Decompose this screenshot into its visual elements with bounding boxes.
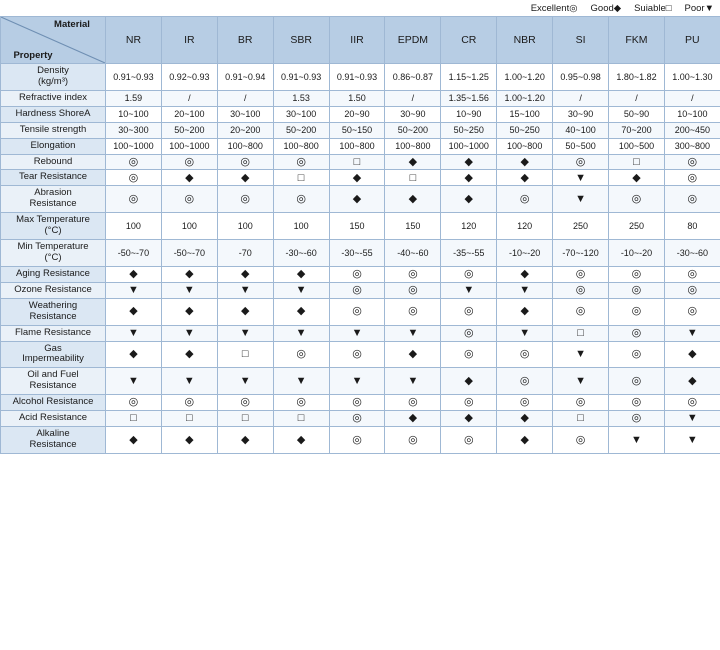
value-cell: 100~800 <box>385 138 441 154</box>
rating-cell: ◎ <box>497 341 553 368</box>
value-cell: 100 <box>161 213 217 240</box>
rating-cell: ▼ <box>106 325 162 341</box>
rating-cell: ◎ <box>553 395 609 411</box>
row-label-line: Refractive index <box>18 91 88 103</box>
column-header-epdm: EPDM <box>385 17 441 64</box>
rating-cell: ◎ <box>273 395 329 411</box>
rating-cell: ◆ <box>161 298 217 325</box>
rating-cell: ◎ <box>329 411 385 427</box>
rating-cell: □ <box>553 325 609 341</box>
value-cell: 100~800 <box>217 138 273 154</box>
row-label <box>1 154 106 170</box>
row-label <box>1 427 106 454</box>
rating-cell: ▼ <box>217 368 273 395</box>
rating-cell: ◎ <box>385 427 441 454</box>
rating-cell: □ <box>217 411 273 427</box>
rating-cell: ◆ <box>385 186 441 213</box>
value-cell: 100 <box>273 213 329 240</box>
rating-cell: ▼ <box>553 186 609 213</box>
rating-cell: ◎ <box>664 170 720 186</box>
rating-cell: □ <box>273 170 329 186</box>
rating-cell: □ <box>273 411 329 427</box>
row-label-line: Resistance <box>29 198 77 210</box>
value-cell: 0.92~0.93 <box>161 64 217 91</box>
value-cell: 0.91~0.93 <box>329 64 385 91</box>
rating-cell: ◆ <box>441 368 497 395</box>
rating-cell: ▼ <box>664 427 720 454</box>
value-cell: -50~-70 <box>161 240 217 267</box>
rating-cell: □ <box>609 154 665 170</box>
value-cell: 10~90 <box>441 106 497 122</box>
rating-cell: ◎ <box>273 186 329 213</box>
row-label-line: Rebound <box>33 155 73 167</box>
value-cell: 1.00~1.20 <box>497 64 553 91</box>
rating-cell: ◎ <box>329 298 385 325</box>
rating-cell: ◆ <box>217 427 273 454</box>
rating-cell: ◎ <box>161 186 217 213</box>
rating-cell: ◆ <box>106 298 162 325</box>
value-cell: 100~800 <box>497 138 553 154</box>
value-cell: -70~-120 <box>553 240 609 267</box>
rating-cell: ◎ <box>273 154 329 170</box>
corner-header-cell <box>1 17 106 64</box>
table-row <box>1 138 720 154</box>
rating-cell: ▼ <box>553 341 609 368</box>
value-cell: 300~800 <box>664 138 720 154</box>
value-cell: 100~1000 <box>161 138 217 154</box>
rating-cell: ◎ <box>385 266 441 282</box>
row-label <box>1 411 106 427</box>
row-label-line: Resistance <box>29 438 77 450</box>
row-label <box>1 122 106 138</box>
rating-cell: ◎ <box>273 341 329 368</box>
rating-cell: ◎ <box>441 325 497 341</box>
value-cell: 1.15~1.25 <box>441 64 497 91</box>
value-cell: / <box>217 90 273 106</box>
rating-cell: ▼ <box>385 325 441 341</box>
row-label-line: (°C) <box>44 225 62 237</box>
rating-cell: ◆ <box>106 266 162 282</box>
rating-cell: ◆ <box>273 427 329 454</box>
value-cell: -30~-60 <box>273 240 329 267</box>
value-cell: / <box>385 90 441 106</box>
rating-cell: ◎ <box>441 427 497 454</box>
row-label-line: Aging Resistance <box>16 267 90 279</box>
rating-cell: ◎ <box>106 186 162 213</box>
rating-cell: ▼ <box>161 282 217 298</box>
value-cell: 30~100 <box>273 106 329 122</box>
rating-cell: ◎ <box>609 325 665 341</box>
row-label-line: Acid Resistance <box>18 412 88 424</box>
value-cell: 100~800 <box>273 138 329 154</box>
rating-cell: ◆ <box>609 170 665 186</box>
column-header-sbr: SBR <box>273 17 329 64</box>
row-label-line: Flame Resistance <box>14 326 92 338</box>
row-label <box>1 213 106 240</box>
rating-cell: ◎ <box>217 186 273 213</box>
table-row <box>1 106 720 122</box>
row-label-line: Impermeability <box>22 353 84 365</box>
rating-cell: ◎ <box>441 341 497 368</box>
value-cell: 50~150 <box>329 122 385 138</box>
table-row <box>1 64 720 91</box>
value-cell: -70 <box>217 240 273 267</box>
value-cell: 1.00~1.30 <box>664 64 720 91</box>
value-cell: 0.91~0.94 <box>217 64 273 91</box>
legend-item-suitable: Suiable□ <box>634 2 672 14</box>
table-row <box>1 122 720 138</box>
row-label-line: Min Temperature <box>17 241 89 253</box>
rating-cell: ◆ <box>497 298 553 325</box>
column-header-pu: PU <box>664 17 720 64</box>
row-label-line: (°C) <box>44 251 62 263</box>
rating-cell: ◆ <box>441 170 497 186</box>
row-label-line: Alcohol Resistance <box>12 396 94 408</box>
rating-cell: □ <box>161 411 217 427</box>
value-cell: 1.50 <box>329 90 385 106</box>
row-label <box>1 170 106 186</box>
row-label <box>1 325 106 341</box>
value-cell: 50~500 <box>553 138 609 154</box>
row-label <box>1 240 106 267</box>
column-header-cr: CR <box>441 17 497 64</box>
value-cell: 100~500 <box>609 138 665 154</box>
rating-cell: □ <box>385 170 441 186</box>
value-cell: 50~200 <box>385 122 441 138</box>
table-row <box>1 395 720 411</box>
row-label <box>1 282 106 298</box>
value-cell: 50~90 <box>609 106 665 122</box>
rating-cell: ◎ <box>609 298 665 325</box>
row-label <box>1 186 106 213</box>
rating-cell: ◎ <box>553 282 609 298</box>
value-cell: 1.00~1.20 <box>497 90 553 106</box>
row-label-line: Alkaline <box>36 428 70 440</box>
row-label-line: Resistance <box>29 310 77 322</box>
value-cell: -50~-70 <box>106 240 162 267</box>
value-cell: 0.95~0.98 <box>553 64 609 91</box>
row-label <box>1 266 106 282</box>
value-cell: 10~100 <box>106 106 162 122</box>
row-label <box>1 90 106 106</box>
row-label-line: Weathering <box>28 299 78 311</box>
value-cell: 1.80~1.82 <box>609 64 665 91</box>
rating-cell: ◆ <box>385 341 441 368</box>
row-label-line: Tensile strength <box>19 123 87 135</box>
value-cell: 100~800 <box>329 138 385 154</box>
row-label <box>1 106 106 122</box>
column-header-br: BR <box>217 17 273 64</box>
value-cell: 80 <box>664 213 720 240</box>
value-cell: 1.53 <box>273 90 329 106</box>
row-label <box>1 298 106 325</box>
row-label-line: Abrasion <box>34 187 72 199</box>
rating-cell: ◎ <box>385 395 441 411</box>
value-cell: -40~-60 <box>385 240 441 267</box>
rating-cell: ◎ <box>329 341 385 368</box>
rating-cell: ▼ <box>497 325 553 341</box>
rating-cell: ▼ <box>106 368 162 395</box>
value-cell: 250 <box>609 213 665 240</box>
rating-cell: ◎ <box>217 395 273 411</box>
rating-cell: ◎ <box>217 154 273 170</box>
rating-cell: ◎ <box>329 266 385 282</box>
legend-item-poor: Poor▼ <box>684 2 714 14</box>
value-cell: 20~200 <box>217 122 273 138</box>
row-label-line: Elongation <box>30 139 76 151</box>
row-label <box>1 64 106 91</box>
row-label-line: Density <box>37 65 69 76</box>
rating-cell: ◎ <box>553 154 609 170</box>
legend-item-excellent: Excellent◎ <box>530 2 578 14</box>
rating-cell: ◎ <box>553 298 609 325</box>
rating-cell: ◆ <box>217 170 273 186</box>
rating-cell: ◆ <box>273 298 329 325</box>
value-cell: -30~-60 <box>664 240 720 267</box>
rating-cell: ◎ <box>609 186 665 213</box>
table-row <box>1 298 720 325</box>
column-header-fkm: FKM <box>609 17 665 64</box>
column-header-ir: IR <box>161 17 217 64</box>
row-label-line: Gas <box>44 342 62 354</box>
rating-cell: ◆ <box>329 186 385 213</box>
table-row <box>1 240 720 267</box>
row-label <box>1 368 106 395</box>
row-label-line: Tear Resistance <box>18 171 88 183</box>
value-cell: 250 <box>553 213 609 240</box>
rating-cell: ▼ <box>385 368 441 395</box>
rating-cell: ◆ <box>664 368 720 395</box>
row-label <box>1 138 106 154</box>
rating-cell: ◎ <box>497 395 553 411</box>
rating-cell: ▼ <box>664 411 720 427</box>
rating-cell: □ <box>553 411 609 427</box>
rating-cell: ◎ <box>385 282 441 298</box>
value-cell: / <box>609 90 665 106</box>
rating-cell: ▼ <box>217 325 273 341</box>
rating-cell: ▼ <box>273 368 329 395</box>
value-cell: / <box>161 90 217 106</box>
row-label-line: Resistance <box>29 380 77 392</box>
value-cell: 50~200 <box>161 122 217 138</box>
rating-cell: ◎ <box>553 266 609 282</box>
rating-cell: ◎ <box>329 427 385 454</box>
rating-cell: ◆ <box>161 266 217 282</box>
table-row <box>1 266 720 282</box>
rating-cell: ◆ <box>106 427 162 454</box>
legend <box>0 0 720 16</box>
value-cell: 100 <box>106 213 162 240</box>
rating-cell: ▼ <box>329 325 385 341</box>
rating-cell: ◆ <box>161 170 217 186</box>
table-row <box>1 368 720 395</box>
row-label-line: Ozone Resistance <box>14 283 92 295</box>
rating-cell: ◆ <box>497 411 553 427</box>
rating-cell: ▼ <box>497 282 553 298</box>
rating-cell: ◆ <box>161 427 217 454</box>
rating-cell: ◎ <box>497 186 553 213</box>
rating-cell: □ <box>329 154 385 170</box>
rating-cell: ▼ <box>329 368 385 395</box>
value-cell: 150 <box>385 213 441 240</box>
rating-cell: ◆ <box>161 341 217 368</box>
rating-cell: □ <box>106 411 162 427</box>
rating-cell: ◎ <box>161 395 217 411</box>
rating-cell: ▼ <box>217 282 273 298</box>
rating-cell: ◎ <box>664 282 720 298</box>
table-row <box>1 90 720 106</box>
value-cell: 120 <box>441 213 497 240</box>
rating-cell: ▼ <box>664 325 720 341</box>
value-cell: / <box>664 90 720 106</box>
rating-cell: ◆ <box>441 154 497 170</box>
rating-cell: ◎ <box>441 266 497 282</box>
table-row <box>1 411 720 427</box>
rating-cell: ◆ <box>497 266 553 282</box>
table-row <box>1 186 720 213</box>
value-cell: 0.91~0.93 <box>106 64 162 91</box>
value-cell: -10~-20 <box>609 240 665 267</box>
rating-cell: ◎ <box>609 341 665 368</box>
column-header-si: SI <box>553 17 609 64</box>
table-row <box>1 427 720 454</box>
rating-cell: ◆ <box>497 170 553 186</box>
row-label-line: Max Temperature <box>16 214 90 226</box>
value-cell: 70~200 <box>609 122 665 138</box>
rating-cell: ◎ <box>161 154 217 170</box>
rating-cell: ◎ <box>441 298 497 325</box>
rating-cell: ◎ <box>106 395 162 411</box>
rating-cell: ◆ <box>217 266 273 282</box>
value-cell: 30~90 <box>553 106 609 122</box>
rating-cell: ◎ <box>664 298 720 325</box>
rating-cell: ◆ <box>664 341 720 368</box>
corner-material-label: Material <box>54 19 90 30</box>
value-cell: 1.35~1.56 <box>441 90 497 106</box>
value-cell: / <box>553 90 609 106</box>
table-row <box>1 341 720 368</box>
table-row <box>1 325 720 341</box>
value-cell: 10~100 <box>664 106 720 122</box>
rating-cell: ◎ <box>553 427 609 454</box>
row-label-line: Hardness ShoreA <box>15 107 91 119</box>
rating-cell: ◆ <box>385 154 441 170</box>
rating-cell: ▼ <box>106 282 162 298</box>
value-cell: 200~450 <box>664 122 720 138</box>
value-cell: 20~100 <box>161 106 217 122</box>
rating-cell: ▼ <box>161 325 217 341</box>
value-cell: -10~-20 <box>497 240 553 267</box>
value-cell: 100~1000 <box>441 138 497 154</box>
value-cell: 30~300 <box>106 122 162 138</box>
legend-item-good: Good◆ <box>590 2 622 14</box>
rating-cell: ◆ <box>441 411 497 427</box>
rating-cell: ◎ <box>609 266 665 282</box>
rating-cell: ◎ <box>664 186 720 213</box>
row-label-line: Oil and Fuel <box>27 369 79 381</box>
value-cell: 0.86~0.87 <box>385 64 441 91</box>
value-cell: 100~1000 <box>106 138 162 154</box>
value-cell: -30~-55 <box>329 240 385 267</box>
table-row <box>1 213 720 240</box>
rating-cell: ◎ <box>497 368 553 395</box>
rating-cell: ◆ <box>441 186 497 213</box>
rating-cell: ◎ <box>664 154 720 170</box>
rating-cell: ▼ <box>553 368 609 395</box>
rating-cell: ▼ <box>273 282 329 298</box>
rating-cell: ◆ <box>497 427 553 454</box>
rating-cell: ◆ <box>106 341 162 368</box>
rating-cell: ◎ <box>609 282 665 298</box>
value-cell: 50~250 <box>497 122 553 138</box>
value-cell: 40~100 <box>553 122 609 138</box>
rating-cell: ▼ <box>441 282 497 298</box>
row-label-line: (kg/m³) <box>37 75 69 87</box>
rating-cell: □ <box>217 341 273 368</box>
rating-cell: ◎ <box>664 395 720 411</box>
value-cell: 100 <box>217 213 273 240</box>
material-property-table <box>0 16 720 454</box>
column-header-iir: IIR <box>329 17 385 64</box>
table-row <box>1 170 720 186</box>
rating-cell: ◆ <box>497 154 553 170</box>
rating-cell: ◎ <box>329 395 385 411</box>
value-cell: 150 <box>329 213 385 240</box>
value-cell: 20~90 <box>329 106 385 122</box>
rating-cell: ◎ <box>609 368 665 395</box>
rating-cell: ◆ <box>385 411 441 427</box>
column-header-nr: NR <box>106 17 162 64</box>
rating-cell: ◎ <box>609 411 665 427</box>
value-cell: 50~200 <box>273 122 329 138</box>
rating-cell: ◆ <box>273 266 329 282</box>
value-cell: 50~250 <box>441 122 497 138</box>
value-cell: 15~100 <box>497 106 553 122</box>
value-cell: 30~100 <box>217 106 273 122</box>
row-label <box>1 395 106 411</box>
rating-cell: ▼ <box>609 427 665 454</box>
corner-property-label: Property <box>13 49 53 61</box>
table-row <box>1 282 720 298</box>
value-cell: 0.91~0.93 <box>273 64 329 91</box>
rating-cell: ◎ <box>385 298 441 325</box>
value-cell: 30~90 <box>385 106 441 122</box>
row-label <box>1 341 106 368</box>
rating-cell: ◎ <box>609 395 665 411</box>
value-cell: 1.59 <box>106 90 162 106</box>
value-cell: 120 <box>497 213 553 240</box>
table-row <box>1 154 720 170</box>
value-cell: -35~-55 <box>441 240 497 267</box>
table-header-row <box>1 17 720 64</box>
rating-cell: ▼ <box>161 368 217 395</box>
rating-cell: ◎ <box>329 282 385 298</box>
rating-cell: ▼ <box>553 170 609 186</box>
rating-cell: ◎ <box>664 266 720 282</box>
rating-cell: ◎ <box>106 170 162 186</box>
rating-cell: ◎ <box>441 395 497 411</box>
rating-cell: ◎ <box>106 154 162 170</box>
rating-cell: ▼ <box>273 325 329 341</box>
rating-cell: ◆ <box>329 170 385 186</box>
rating-cell: ◆ <box>217 298 273 325</box>
column-header-nbr: NBR <box>497 17 553 64</box>
